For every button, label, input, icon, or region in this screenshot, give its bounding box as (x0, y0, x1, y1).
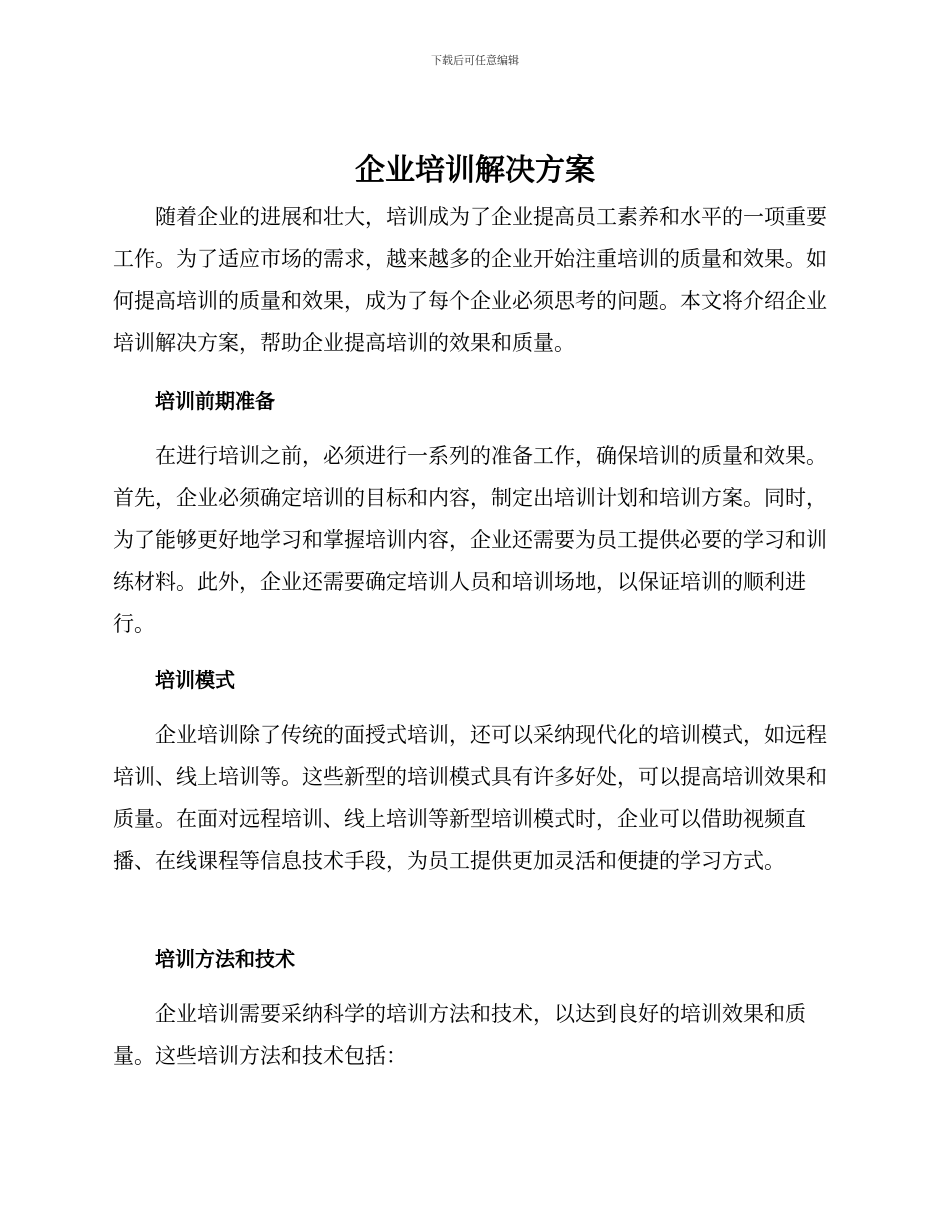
document-title: 企业培训解决方案 (355, 153, 595, 188)
section-heading-methods: 培训方法和技术 (155, 947, 295, 971)
section-heading-preparation: 培训前期准备 (155, 389, 275, 413)
header-note: 下载后可任意编辑 (431, 54, 519, 67)
intro-paragraph: 随着企业的进展和壮大，培训成为了企业提高员工素养和水平的一项重要工作。为了适应市场的需求，越来越多的企业开始注重培训的质量和效果。如何提高培训的质量和效果，成为了每个企业必须思考的问题。本文将介绍企业培训解决方案，帮助企业提高培训的效果和质量。 (113, 205, 827, 355)
section-heading-training-mode: 培训模式 (155, 668, 235, 692)
section-paragraph-training-mode: 企业培训除了传统的面授式培训，还可以采纳现代化的培训模式，如远程培训、线上培训等。这些新型的培训模式具有许多好处，可以提高培训效果和质量。在面对远程培训、线上培训等新型培训模式时，企业可以借助视频直播、在线课程等信息技术手段，为员工提供更加灵活和便捷的学习方式。 (113, 723, 827, 873)
section-paragraph-preparation: 在进行培训之前，必须进行一系列的准备工作，确保培训的质量和效果。首先，企业必须确定培训的目标和内容，制定出培训计划和培训方案。同时，为了能够更好地学习和掌握培训内容，企业还需要为员工提供必要的学习和训练材料。此外，企业还需要确定培训人员和培训场地，以保证培训的顺利进行。 (113, 444, 827, 636)
section-paragraph-methods: 企业培训需要采纳科学的培训方法和技术，以达到良好的培训效果和质量。这些培训方法和技术包括： (113, 1002, 806, 1068)
